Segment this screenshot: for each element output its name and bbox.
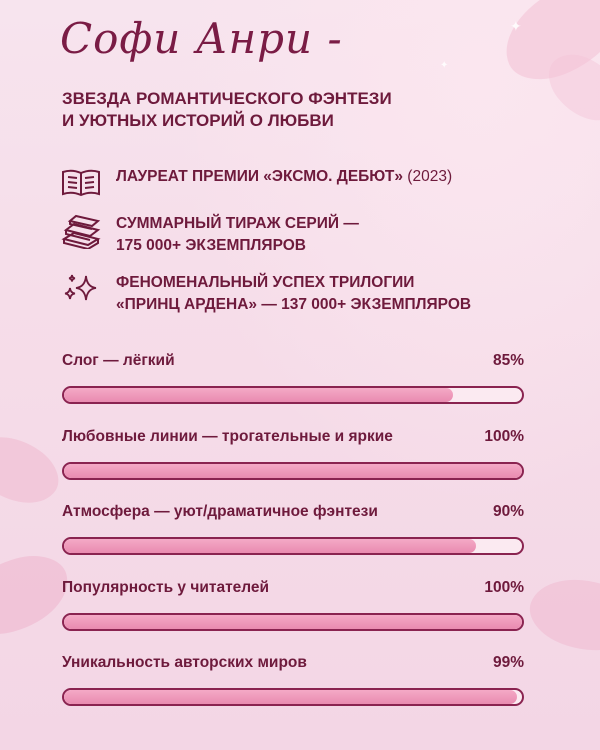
sparkle-decoration: ✦ <box>510 18 522 34</box>
stat-percent: 100% <box>484 428 524 445</box>
fact-trilogy <box>60 272 560 316</box>
progress-bar <box>62 462 524 480</box>
progress-fill <box>64 690 517 704</box>
petal-decoration <box>0 420 69 521</box>
stat-love-lines <box>62 428 524 480</box>
fact-circulation <box>60 213 560 257</box>
progress-fill <box>64 615 522 629</box>
stat-label: Слог — лёгкий <box>62 352 175 369</box>
fact-line: ЛАУРЕАТ ПРЕМИИ «ЭКСМО. ДЕБЮТ» <box>116 168 403 185</box>
stat-percent: 90% <box>492 503 524 520</box>
stat-style <box>62 352 524 404</box>
open-book-icon <box>60 166 102 202</box>
stat-label: Любовные линии — трогательные и яркие <box>62 428 393 445</box>
fact-text <box>116 272 471 316</box>
fact-text <box>116 166 452 188</box>
stat-label: Популярность у читателей <box>62 579 270 596</box>
progress-fill <box>64 388 453 402</box>
author-subtitle <box>62 88 462 132</box>
sparkles-icon <box>60 272 102 308</box>
author-title: Софи Анри - <box>60 14 343 63</box>
progress-bar <box>62 537 524 555</box>
stat-popularity <box>62 579 524 631</box>
book-stack-icon <box>60 213 102 249</box>
stat-label: Атмосфера — уют/драматичное фэнтези <box>62 503 378 520</box>
stat-percent: 85% <box>492 352 524 369</box>
stat-atmosphere <box>62 503 524 555</box>
fact-year: (2023) <box>403 168 453 185</box>
fact-award <box>60 166 560 202</box>
progress-fill <box>64 464 522 478</box>
petal-decoration <box>521 563 600 666</box>
fact-line: «ПРИНЦ АРДЕНА» — 137 000+ ЭКЗЕМПЛЯРОВ <box>116 296 472 313</box>
progress-fill <box>64 539 476 553</box>
stat-percent: 100% <box>484 579 524 596</box>
progress-bar <box>62 688 524 706</box>
fact-line: СУММАРНЫЙ ТИРАЖ СЕРИЙ — <box>116 215 359 232</box>
progress-bar <box>62 613 524 631</box>
subtitle-line: И УЮТНЫХ ИСТОРИЙ О ЛЮБВИ <box>62 111 334 130</box>
stat-label: Уникальность авторских миров <box>62 654 307 671</box>
fact-line: 175 000+ ЭКЗЕМПЛЯРОВ <box>116 237 306 254</box>
progress-bar <box>62 386 524 404</box>
fact-line: ФЕНОМЕНАЛЬНЫЙ УСПЕХ ТРИЛОГИИ <box>116 274 415 291</box>
fact-text <box>116 213 359 257</box>
stat-uniqueness <box>62 654 524 706</box>
sparkle-decoration: ✦ <box>440 60 449 71</box>
subtitle-line: ЗВЕЗДА РОМАНТИЧЕСКОГО ФЭНТЕЗИ <box>62 89 392 108</box>
stat-percent: 99% <box>492 654 524 671</box>
